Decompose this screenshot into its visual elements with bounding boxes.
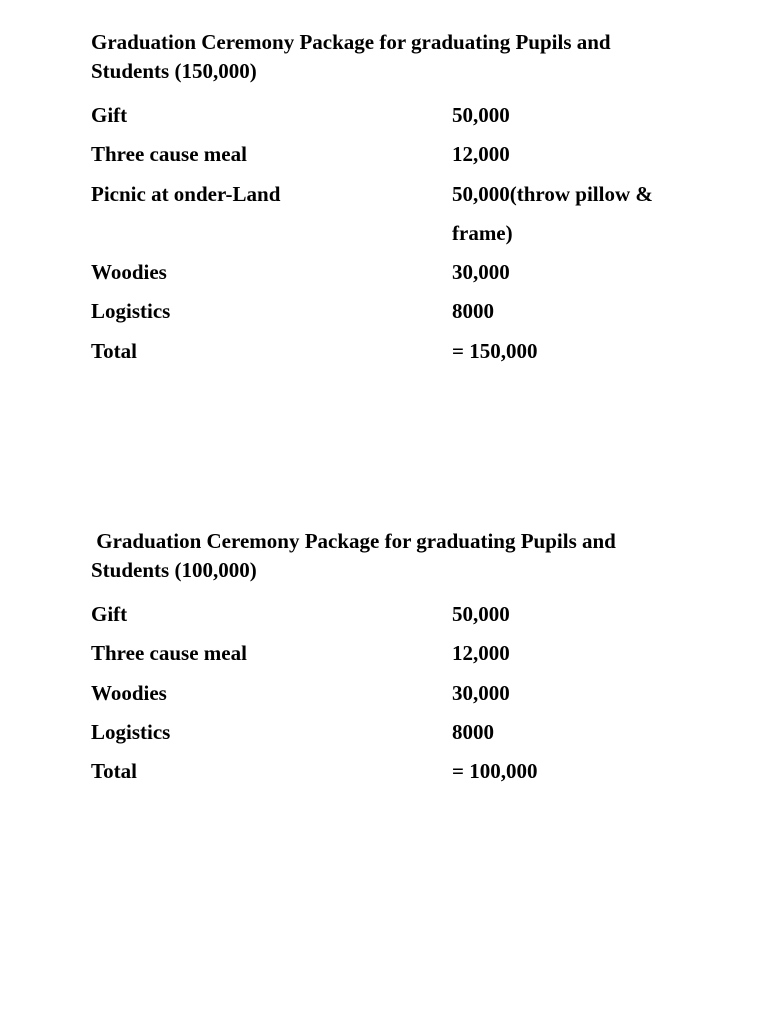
total-label: Total <box>91 759 137 784</box>
item-value: 12,000 <box>452 142 510 167</box>
item-value: 50,000(throw pillow & frame) <box>452 181 653 245</box>
package-section-100000 <box>91 527 691 791</box>
item-row <box>91 713 691 752</box>
item-label: Woodies <box>91 680 167 705</box>
total-value: = 100,000 <box>452 759 538 784</box>
package-items <box>91 96 691 371</box>
total-row <box>91 332 691 371</box>
package-heading: Graduation Ceremony Package for graduating Pupils and Students (150,000) <box>91 30 616 83</box>
item-value: 8000 <box>452 299 494 324</box>
item-value: 30,000 <box>452 680 510 705</box>
package-items <box>91 595 691 791</box>
item-row <box>91 96 691 135</box>
item-label: Three cause meal <box>91 142 247 167</box>
total-row <box>91 752 691 791</box>
item-row <box>91 135 691 174</box>
item-value: 8000 <box>452 719 494 744</box>
package-heading: Graduation Ceremony Package for graduating Pupils and Students (100,000) <box>91 529 622 582</box>
item-row <box>91 595 691 634</box>
item-row <box>91 175 691 254</box>
item-row <box>91 674 691 713</box>
item-row <box>91 292 691 331</box>
item-value: 12,000 <box>452 641 510 666</box>
item-label: Picnic at onder-Land <box>91 181 281 206</box>
item-label: Logistics <box>91 299 171 324</box>
total-label: Total <box>91 338 137 363</box>
item-row <box>91 634 691 673</box>
item-label: Three cause meal <box>91 641 247 666</box>
item-label: Gift <box>91 602 128 626</box>
item-value: 50,000 <box>452 103 510 127</box>
item-label: Woodies <box>91 260 167 285</box>
item-value: 50,000 <box>452 602 510 626</box>
item-label: Logistics <box>91 719 171 744</box>
total-value: = 150,000 <box>452 338 538 363</box>
package-section-150000 <box>91 28 691 371</box>
item-row <box>91 253 691 292</box>
item-label: Gift <box>91 103 128 127</box>
item-value: 30,000 <box>452 260 510 285</box>
